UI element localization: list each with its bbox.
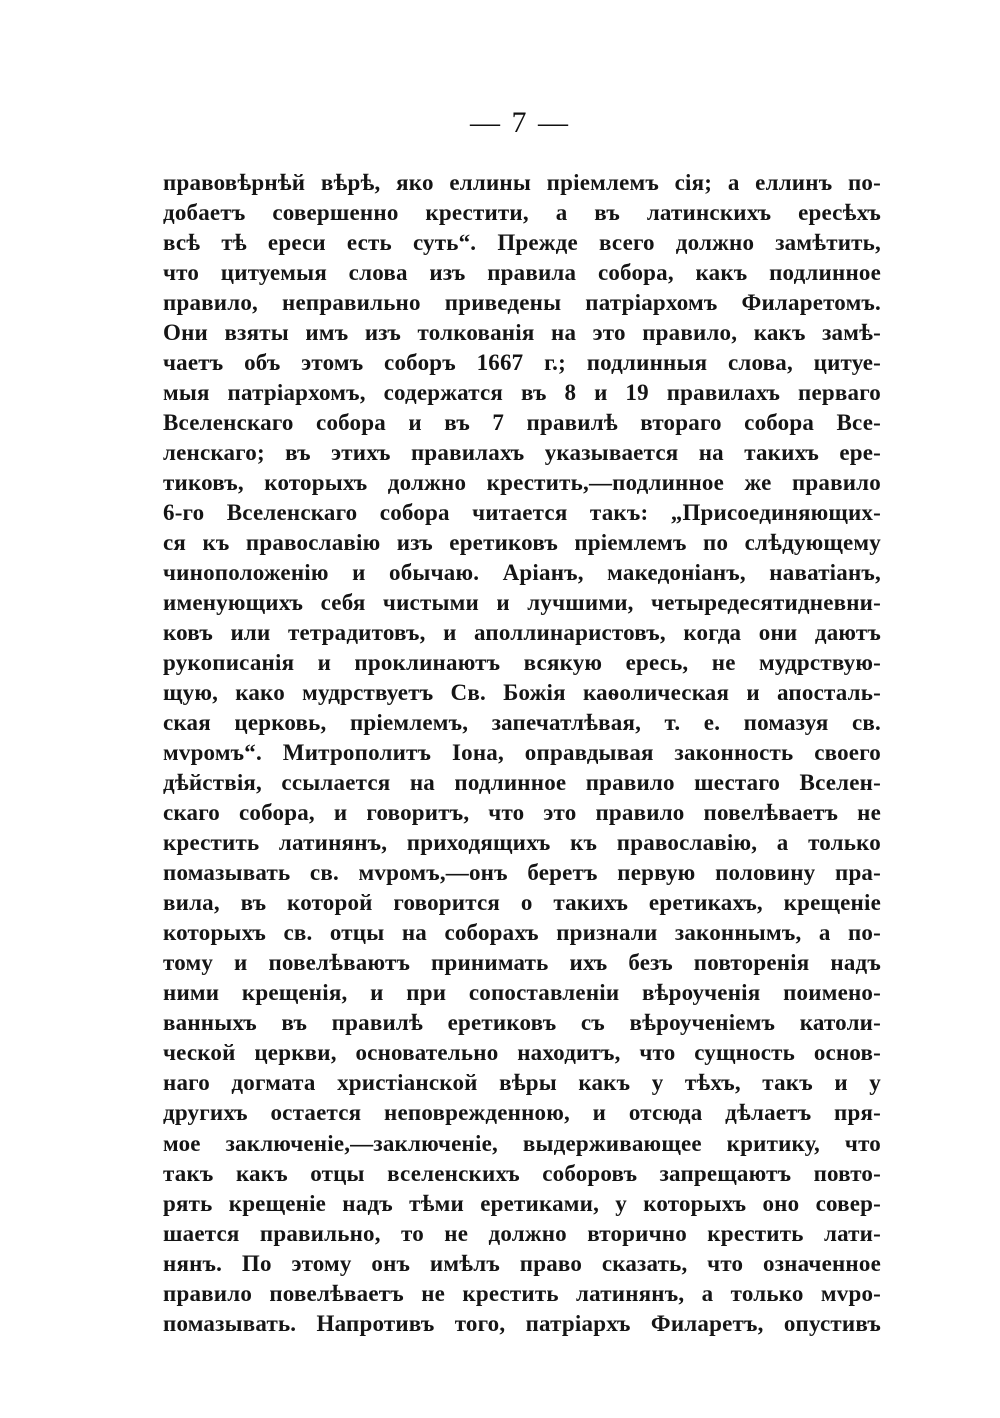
text-line: правило повелѣваетъ не крестить латинянъ, а только мvро-	[163, 1280, 881, 1306]
text-line: всѣ тѣ ереси есть суть“. Прежде всего должно замѣтить,	[163, 230, 881, 256]
text-line: мvромъ“. Митрополитъ Іона, оправдывая законность своего	[163, 740, 881, 766]
text-line: другихъ остается неповрежденною, и отсюда дѣлаетъ пря-	[163, 1100, 881, 1126]
text-line: которыхъ св. отцы на соборахъ признали законнымъ, а по-	[163, 920, 881, 946]
text-line: ванныхъ въ правилѣ еретиковъ съ вѣроученіемъ католи-	[163, 1010, 881, 1036]
text-line: крестить латинянъ, приходящихъ къ православію, а только	[163, 830, 881, 856]
text-line: рукописанія и проклинаютъ всякую ересь, не мудрствую-	[163, 650, 881, 676]
text-line: мыя патріархомъ, содержатся въ 8 и 19 правилахъ перваго	[163, 380, 881, 406]
text-line: ческой церкви, основательно находитъ, что сущность основ-	[163, 1040, 881, 1066]
text-line: именующихъ себя чистыми и лучшими, четыредесятидневни-	[163, 590, 881, 616]
text-line: помазывать. Напротивъ того, патріархъ Филаретъ, опустивъ	[163, 1310, 881, 1336]
text-line: чаетъ объ этомъ соборъ 1667 г.; подлинныя слова, цитуе-	[163, 350, 881, 376]
text-line: нянъ. По этому онъ имѣлъ право сказать, что означенное	[163, 1250, 881, 1276]
body-text	[163, 168, 881, 1339]
text-line: 6-го Вселенскаго собора читается такъ: „Присоединяющих-	[163, 500, 881, 526]
text-line: добаетъ совершенно крестити, а въ латинскихъ ересѣхъ	[163, 200, 881, 226]
text-line: Вселенскаго собора и въ 7 правилѣ втораго собора Все-	[163, 410, 881, 436]
text-line: тиковъ, которыхъ должно крестить,—подлинное же правило	[163, 470, 881, 496]
text-line: ленскаго; въ этихъ правилахъ указывается на такихъ ере-	[163, 440, 881, 466]
text-line: чиноположенію и обычаю. Аріанъ, македоніанъ, наватіанъ,	[163, 560, 881, 586]
text-line: скаго собора, и говоритъ, что это правило повелѣваетъ не	[163, 800, 881, 826]
text-line: ская церковь, пріемлемъ, запечатлѣвая, т. е. помазуя св.	[163, 710, 881, 736]
text-line: дѣйствія, ссылается на подлинное правило шестаго Вселен-	[163, 770, 881, 796]
text-line: ними крещенія, и при сопоставленіи вѣроученія поимено-	[163, 980, 881, 1006]
text-line: что цитуемыя слова изъ правила собора, какъ подлинное	[163, 260, 881, 286]
text-line: помазывать св. мvромъ,—онъ беретъ первую половину пра-	[163, 860, 881, 886]
text-line: ковъ или тетрадитовъ, и аполлинаристовъ, когда они даютъ	[163, 620, 881, 646]
text-line: мое заключеніе,—заключеніе, выдерживающее критику, что	[163, 1130, 881, 1156]
text-line: вила, въ которой говорится о такихъ еретикахъ, крещеніе	[163, 890, 881, 916]
text-line: ся къ православію изъ еретиковъ пріемлемъ по слѣдующему	[163, 530, 881, 556]
text-line: такъ какъ отцы вселенскихъ соборовъ запрещаютъ повто-	[163, 1160, 881, 1186]
text-line: шается правильно, то не должно вторично крестить лати-	[163, 1220, 881, 1246]
text-line: тому и повелѣваютъ принимать ихъ безъ повторенія надъ	[163, 950, 881, 976]
text-line: наго догмата христіанской вѣры какъ у тѣхъ, такъ и у	[163, 1070, 881, 1096]
page-number: — 7 —	[470, 106, 570, 139]
text-line: Они взяты имъ изъ толкованія на это правило, какъ замѣ-	[163, 320, 881, 346]
text-line: правовѣрнѣй вѣрѣ, яко еллины пріемлемъ сія; а еллинъ по-	[163, 170, 881, 195]
text-line: щую, како мудрствуетъ Св. Божія каѳолическая и апосталь-	[163, 680, 881, 706]
text-line: правило, неправильно приведены патріархомъ Филаретомъ.	[163, 290, 881, 316]
text-line: рять крещеніе надъ тѣми еретиками, у которыхъ оно совер-	[163, 1190, 881, 1216]
